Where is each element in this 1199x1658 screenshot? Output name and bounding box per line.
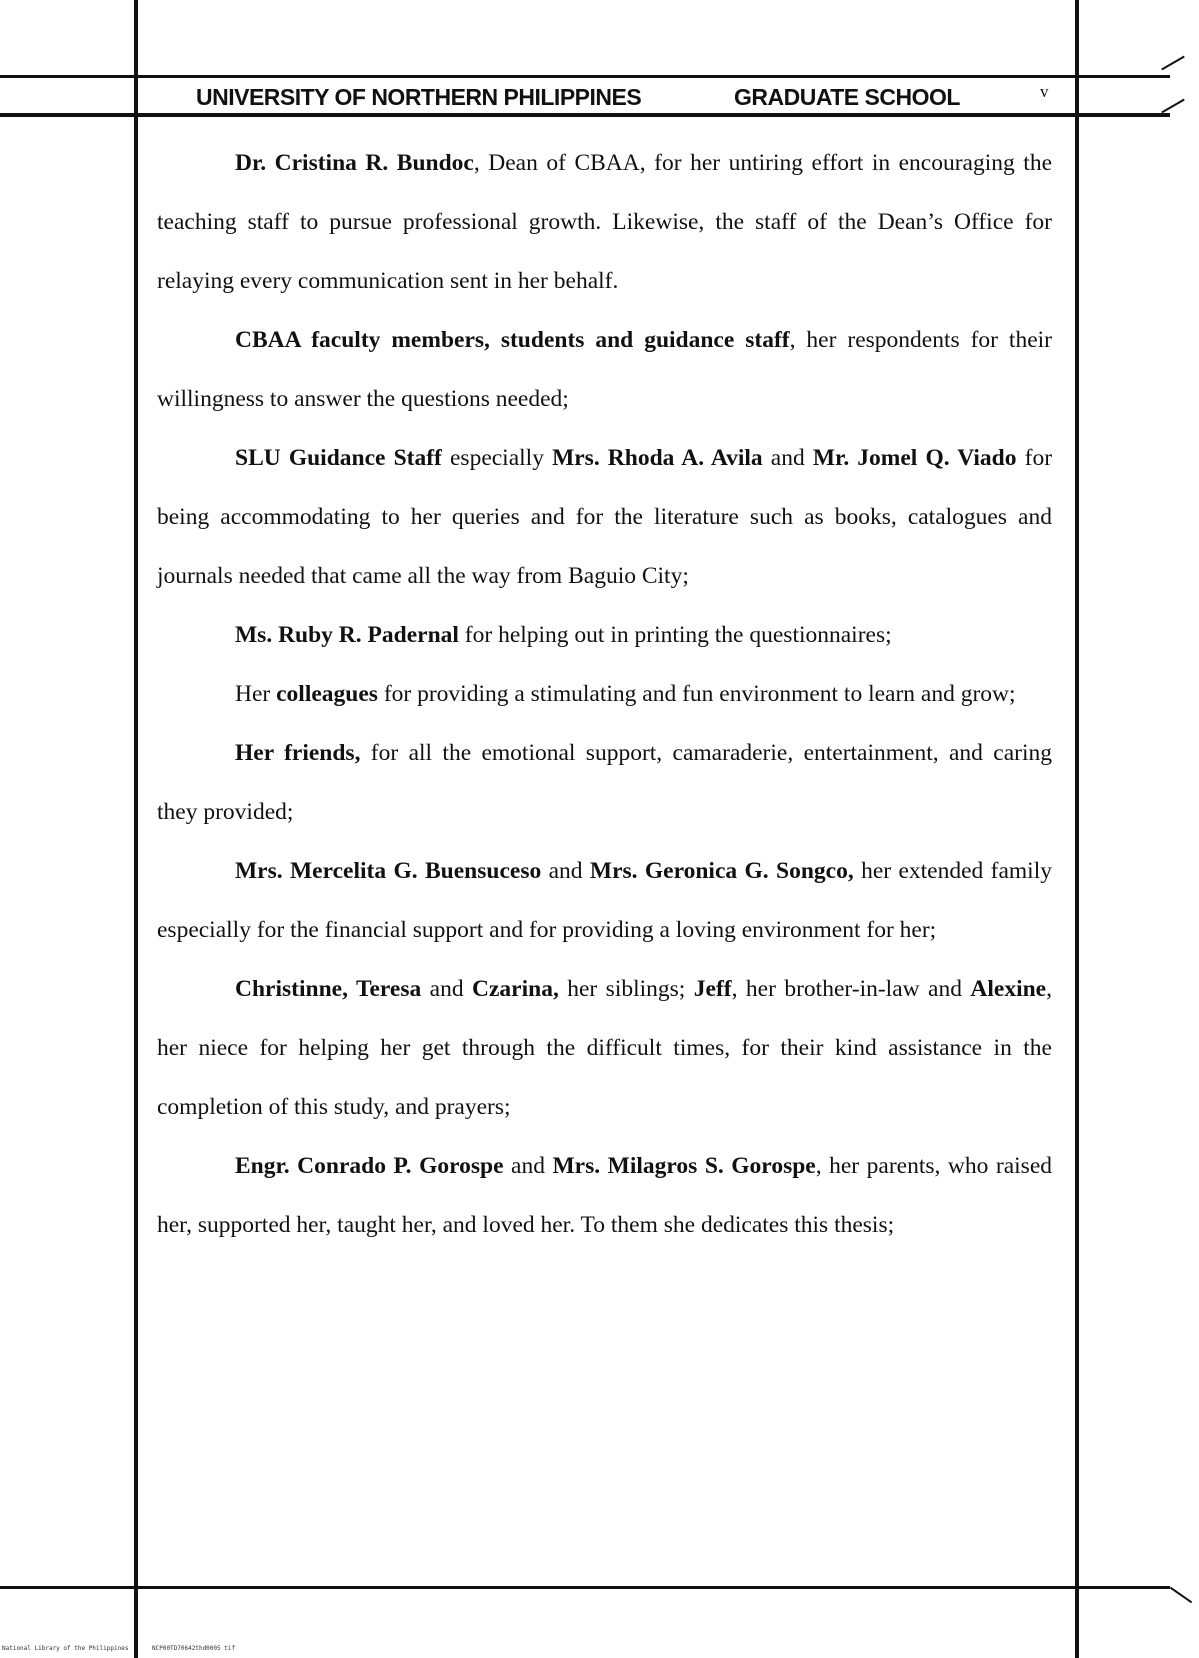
bold-name: Ms. Ruby R. Padernal [235, 622, 459, 648]
paragraph [157, 311, 1052, 429]
bold-name: Mrs. Milagros S. Gorospe [552, 1153, 816, 1179]
rule-hook [1161, 99, 1185, 114]
bold-name: Christinne, Teresa [235, 976, 422, 1002]
text-run: , her respondents for their willingness to answer the questions needed; [157, 327, 1052, 412]
text-run: and [541, 858, 590, 884]
bold-name: colleagues [276, 681, 378, 707]
text-run: , her niece for helping her get through the difficult times, for their kind assistance in the completion of this study, and prayers; [157, 976, 1052, 1120]
bold-name: Her friends, [235, 740, 361, 766]
bold-name: Mrs. Rhoda A. Avila [552, 445, 763, 471]
page-header [196, 82, 1056, 112]
right-margin-rule [1075, 0, 1079, 1658]
text-run: for all the emotional support, camaraderie, entertainment, and caring they provided; [157, 740, 1052, 825]
school-name: GRADUATE SCHOOL [734, 84, 960, 110]
university-name: UNIVERSITY OF NORTHERN PHILIPPINES [196, 84, 642, 110]
text-run: and [421, 976, 473, 1002]
library-label: National Library of the Philippines [2, 1645, 129, 1652]
paragraph [157, 724, 1052, 842]
text-run: her extended family especially for the financial support and for providing a loving environment for her; [157, 858, 1052, 943]
acknowledgment-body [157, 134, 1052, 1255]
text-run: and [762, 445, 813, 471]
footer-rule [0, 1586, 1170, 1589]
paragraph [157, 1137, 1052, 1255]
bold-name: Engr. Conrado P. Gorospe [235, 1153, 504, 1179]
paragraph [157, 842, 1052, 960]
bold-name: Mr. Jomel Q. Viado [812, 445, 1017, 471]
paragraph [157, 429, 1052, 606]
left-margin-rule [134, 0, 138, 1658]
scan-footer [2, 1645, 236, 1652]
text-run: , her brother-in-law and [731, 976, 971, 1002]
text-run: for being accommodating to her queries and for the literature such as books, catalogues and journals needed that came all the way from Baguio City; [157, 445, 1053, 589]
text-run: Her [235, 681, 277, 707]
header-top-rule [0, 75, 1170, 78]
text-run: , Dean of CBAA, for her untiring effort in encouraging the teaching staff to pursue professional growth. Likewise, the staff of the Dean’s Office for relaying every communication sent in her behalf. [157, 150, 1053, 294]
page-number: v [1040, 82, 1048, 101]
text-run: for providing a stimulating and fun environment to learn and grow; [377, 681, 1016, 707]
text-run: her siblings; [558, 976, 694, 1002]
bold-name: Alexine [970, 976, 1047, 1002]
text-run: especially [441, 445, 553, 471]
header-bottom-rule [0, 113, 1170, 117]
text-run: for helping out in printing the questionnaires; [458, 622, 892, 648]
bold-name: Jeff [693, 976, 732, 1002]
bold-name: Mrs. Geronica G. Songco, [589, 858, 854, 884]
bold-name: Mrs. Mercelita G. Buensuceso [235, 858, 542, 884]
paragraph [157, 960, 1052, 1137]
bold-name: SLU Guidance Staff [235, 445, 442, 471]
rule-hook [1161, 56, 1185, 71]
paragraph [157, 665, 1052, 724]
text-run: and [503, 1153, 553, 1179]
text-run: , her parents, who raised her, supported her, taught her, and loved her. To them she dedicates this thesis; [157, 1153, 1053, 1238]
file-id-label: NCP00TD70642thd0005 tif [152, 1645, 236, 1652]
bold-name: Czarina, [472, 976, 559, 1002]
bold-name: Dr. Cristina R. Bundoc [235, 150, 474, 176]
paragraph [157, 606, 1052, 665]
paragraph [157, 134, 1052, 311]
bold-name: CBAA faculty members, students and guidance staff [235, 327, 790, 353]
rule-hook [1170, 1587, 1192, 1604]
